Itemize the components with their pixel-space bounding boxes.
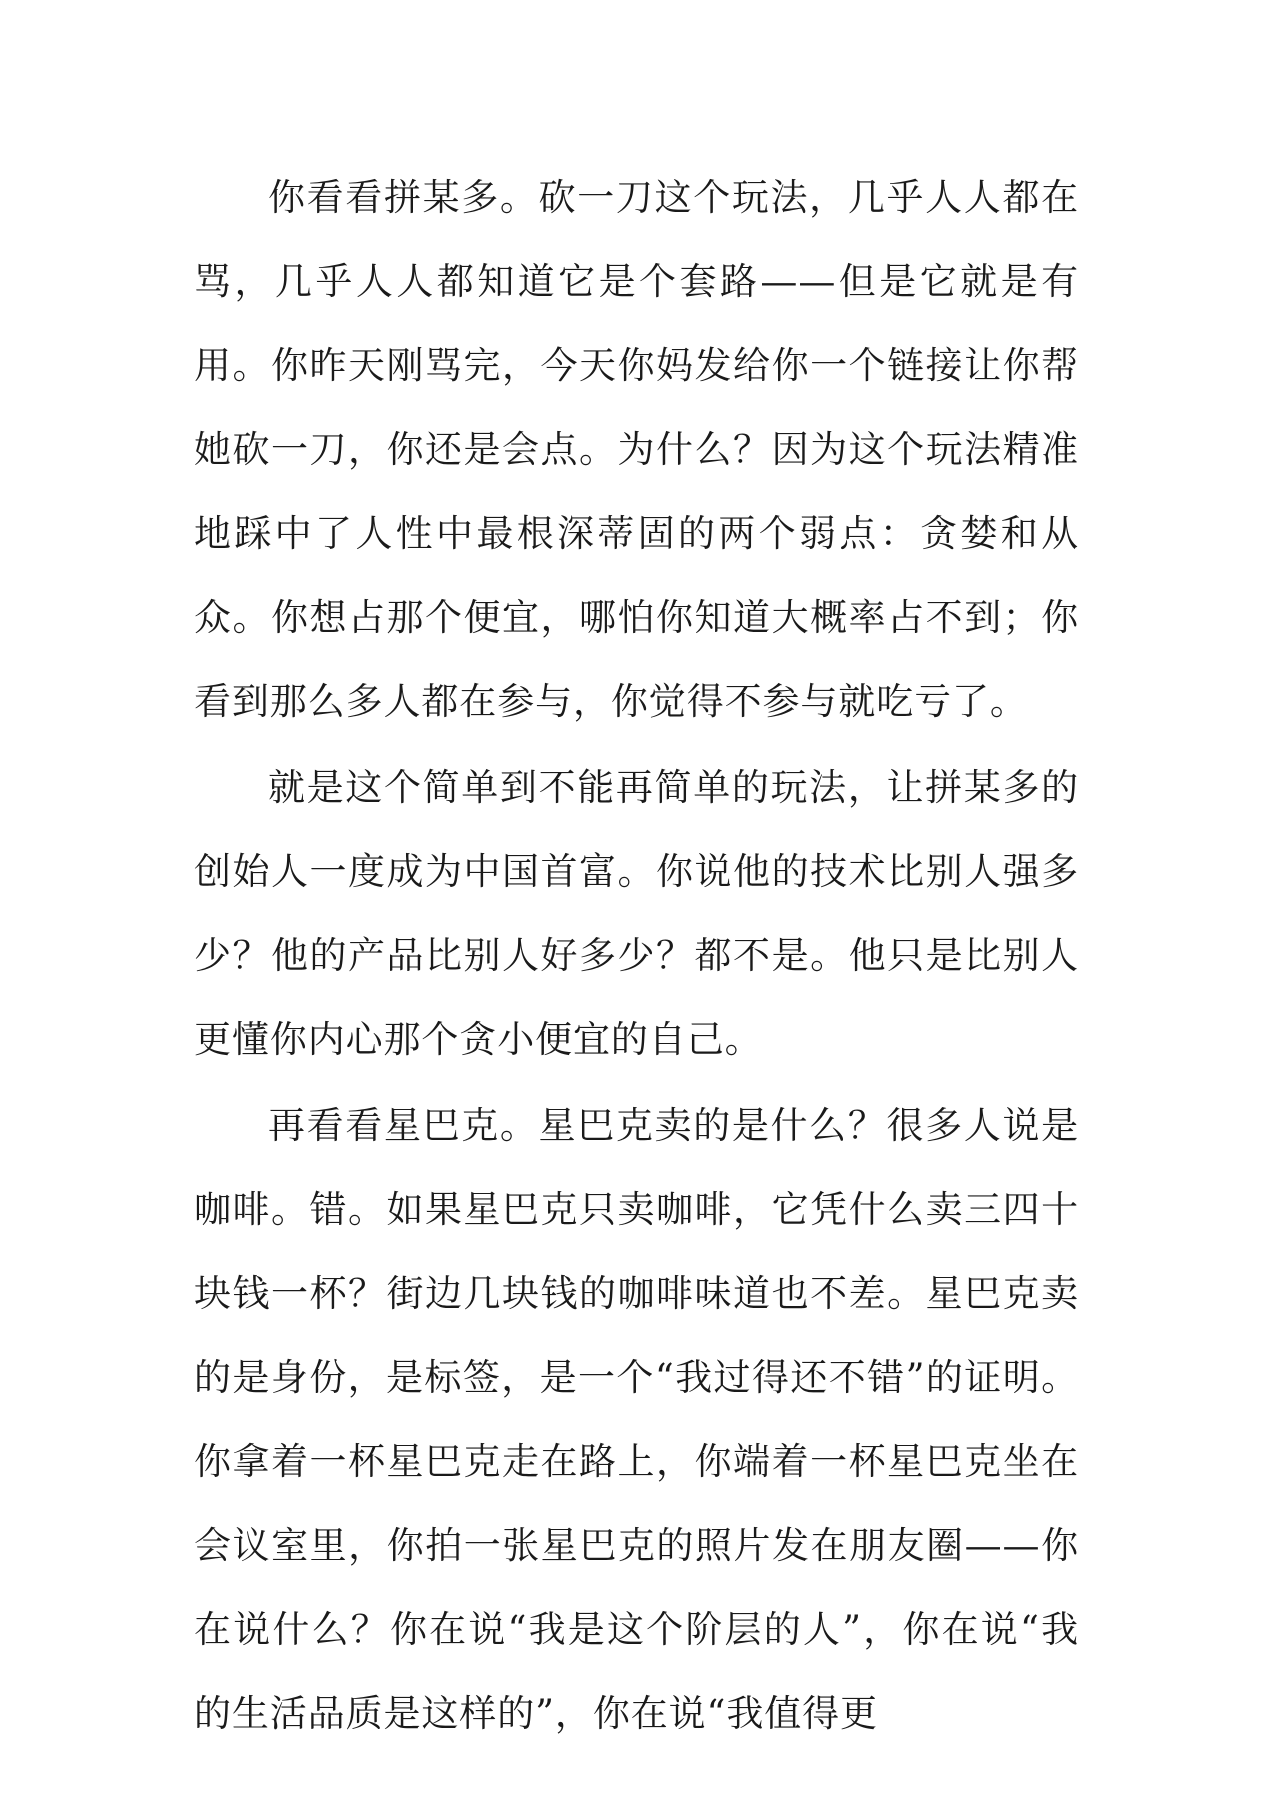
paragraph-founder: 就是这个简单到不能再简单的玩法，让拼某多的创始人一度成为中国首富。你说他的技术比别人强多少？他的产品比别人好多少？都不是。他只是比别人更懂你内心那个贪小便宜的自己。 xyxy=(194,766,1079,1061)
paragraph-pinduoduo: 你看看拼某多。砍一刀这个玩法，几乎人人都在骂，几乎人人都知道它是个套路——但是它就是有用。你昨天刚骂完，今天你妈发给你一个链接让你帮她砍一刀，你还是会点。为什么？因为这个玩法精准地踩中了人性中最根深蒂固的两个弱点：贪婪和从众。你想占那个便宜，哪怕你知道大概率占不到；你看到那么多人都在参与，你觉得不参与就吃亏了。 xyxy=(194,176,1079,723)
paragraph-starbucks: 再看看星巴克。星巴克卖的是什么？很多人说是咖啡。错。如果星巴克只卖咖啡，它凭什么卖三四十块钱一杯？街边几块钱的咖啡味道也不差。星巴克卖的是身份，是标签，是一个“我过得还不错”的证明。你拿着一杯星巴克走在路上，你端着一杯星巴克坐在会议室里，你拍一张星巴克的照片发在朋友圈——你在说什么？你在说“我是这个阶层的人”，你在说“我的生活品质是这样的”，你在说“我值得更 xyxy=(194,1104,1079,1735)
